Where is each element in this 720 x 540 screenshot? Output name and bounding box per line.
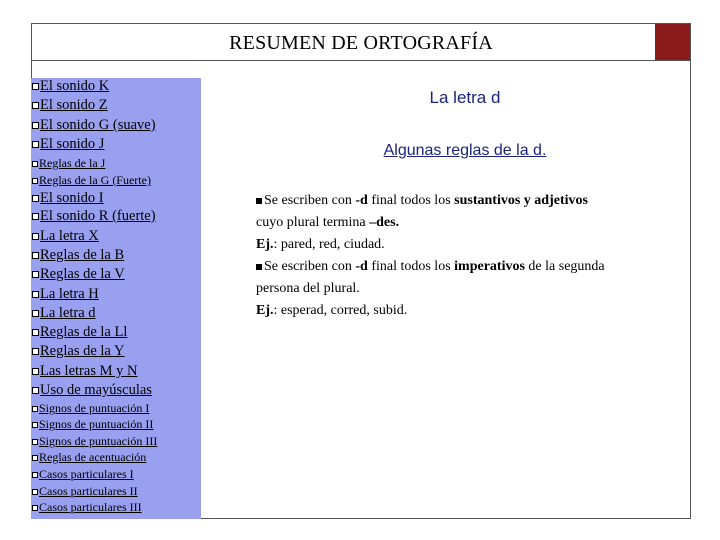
checkbox-bullet-icon xyxy=(32,455,38,461)
checkbox-bullet-icon xyxy=(32,368,39,375)
checkbox-bullet-icon xyxy=(32,178,38,184)
square-bullet-icon xyxy=(256,264,262,270)
sidebar-item-reglas-b[interactable]: Reglas de la B xyxy=(32,247,124,264)
sidebar-item-sonido-r[interactable]: El sonido R (fuerte) xyxy=(32,208,156,225)
checkbox-bullet-icon xyxy=(32,161,38,167)
checkbox-bullet-icon xyxy=(32,310,39,317)
sidebar-item-letras-m-n[interactable]: Las letras M y N xyxy=(32,363,137,380)
square-bullet-icon xyxy=(256,198,262,204)
sidebar-item-casos-1[interactable]: Casos particulares I xyxy=(32,467,134,482)
sidebar-item-casos-3[interactable]: Casos particulares III xyxy=(32,500,142,515)
checkbox-bullet-icon xyxy=(32,422,38,428)
sidebar-item-sonido-g[interactable]: El sonido G (suave) xyxy=(32,117,156,134)
checkbox-bullet-icon xyxy=(32,83,39,90)
checkbox-bullet-icon xyxy=(32,213,39,220)
corner-accent-box xyxy=(655,24,690,60)
rule-1-example: Ej.: pared, red, ciudad. xyxy=(256,237,385,252)
checkbox-bullet-icon xyxy=(32,291,39,298)
checkbox-bullet-icon xyxy=(32,387,39,394)
rule-2-example: Ej.: esperad, corred, subid. xyxy=(256,303,408,318)
sidebar-item-reglas-ll[interactable]: Reglas de la Ll xyxy=(32,324,127,341)
sidebar-item-reglas-j[interactable]: Reglas de la J xyxy=(32,156,105,171)
checkbox-bullet-icon xyxy=(32,329,39,336)
sidebar-item-letra-d[interactable]: La letra d xyxy=(32,305,96,322)
checkbox-bullet-icon xyxy=(32,439,38,445)
content-heading: La letra d xyxy=(429,88,501,107)
sidebar-item-sonido-i[interactable]: El sonido I xyxy=(32,190,104,207)
sidebar-item-reglas-v[interactable]: Reglas de la V xyxy=(32,266,125,283)
sidebar-item-sonido-z[interactable]: El sonido Z xyxy=(32,97,108,114)
rule-2-line-1: Se escriben con -d final todos los imperativos de la segunda xyxy=(256,256,686,278)
sidebar-item-sonido-j[interactable]: El sonido J xyxy=(32,136,104,153)
sidebar-item-reglas-y[interactable]: Reglas de la Y xyxy=(32,343,124,360)
sidebar-item-letra-x[interactable]: La letra X xyxy=(32,228,99,245)
checkbox-bullet-icon xyxy=(32,102,39,109)
sidebar-item-mayusculas[interactable]: Uso de mayúsculas xyxy=(32,382,152,399)
checkbox-bullet-icon xyxy=(32,195,39,202)
checkbox-bullet-icon xyxy=(32,141,39,148)
checkbox-bullet-icon xyxy=(32,505,38,511)
sidebar-item-sonido-k[interactable]: El sonido K xyxy=(32,78,109,95)
sidebar-item-casos-2[interactable]: Casos particulares II xyxy=(32,484,138,499)
sidebar-item-acentuacion[interactable]: Reglas de acentuación xyxy=(32,450,146,465)
rules-body xyxy=(256,190,686,322)
rule-2-line-2: persona del plural. xyxy=(256,281,360,296)
sidebar-item-puntuacion-1[interactable]: Signos de puntuación I xyxy=(32,401,149,416)
page-title: RESUMEN DE ORTOGRAFÍA xyxy=(229,32,493,54)
checkbox-bullet-icon xyxy=(32,406,38,412)
sidebar-item-puntuacion-3[interactable]: Signos de puntuación III xyxy=(32,434,157,449)
checkbox-bullet-icon xyxy=(32,472,38,478)
checkbox-bullet-icon xyxy=(32,122,39,129)
checkbox-bullet-icon xyxy=(32,348,39,355)
content-subheading: Algunas reglas de la d. xyxy=(383,142,547,159)
rule-1-line-2: cuyo plural termina –des. xyxy=(256,215,400,230)
sidebar-item-reglas-g[interactable]: Reglas de la G (Fuerte) xyxy=(32,173,151,188)
checkbox-bullet-icon xyxy=(32,489,38,495)
checkbox-bullet-icon xyxy=(32,271,39,278)
rule-1-line-1: Se escriben con -d final todos los sustantivos y adjetivos xyxy=(256,190,686,212)
title-bar xyxy=(31,23,691,61)
checkbox-bullet-icon xyxy=(32,252,39,259)
sidebar-item-puntuacion-2[interactable]: Signos de puntuación II xyxy=(32,417,153,432)
checkbox-bullet-icon xyxy=(32,233,39,240)
sidebar-item-letra-h[interactable]: La letra H xyxy=(32,286,99,303)
